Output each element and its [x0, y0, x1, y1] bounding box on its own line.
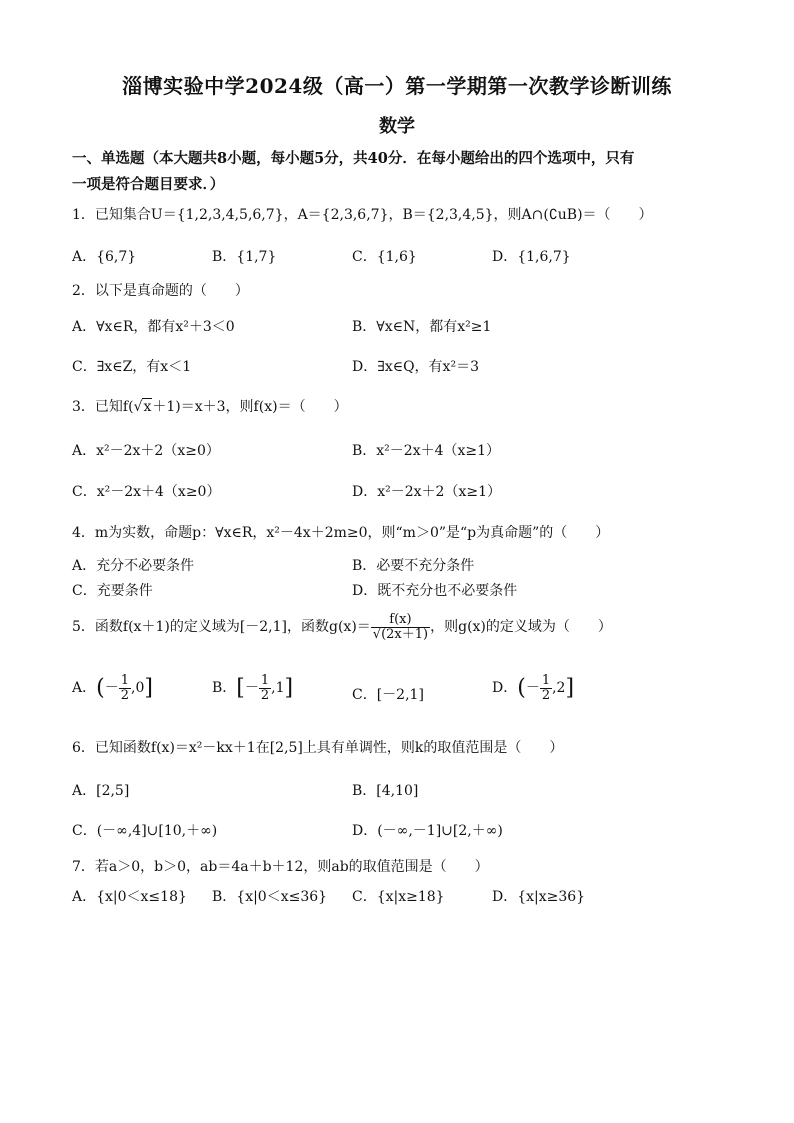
option-b-label: B． — [212, 680, 237, 697]
question-7-option-d: D．{x|x≥36} — [492, 889, 586, 905]
option-d-label: D． — [492, 680, 518, 697]
subject-heading: 数学 — [379, 116, 415, 137]
option-b-rest: ,1 — [271, 680, 285, 697]
option-b-denominator: 2 — [260, 687, 270, 703]
question-4-stem: 4．m为实数，命题p：∀x∈R，x²－4x＋2m≥0，则“m＞0”是“p为真命题”的（ ） — [72, 525, 610, 541]
question-3-option-d: D．x²－2x＋2（x≥1） — [352, 484, 501, 500]
question-7-stem: 7．若a＞0，b＞0，ab＝4a＋b＋12，则ab的取值范围是（ ） — [72, 859, 489, 875]
question-5-stem — [72, 613, 612, 641]
question-5-fraction — [371, 613, 430, 641]
question-7-option-b: B．{x|0＜x≤36} — [212, 889, 328, 905]
option-b-fraction — [259, 674, 271, 702]
question-3-option-b: B．x²－2x＋4（x≥1） — [352, 443, 501, 459]
question-2-option-b: B．∀x∈N，都有x²≥1 — [352, 319, 492, 335]
question-3-option-a: A．x²－2x＋2（x≥0） — [72, 443, 220, 459]
option-b-open-bracket: [ — [236, 675, 245, 701]
question-2-option-c: C．∃x∈Z，有x＜1 — [72, 359, 192, 375]
sqrt-sign: √ — [133, 399, 143, 415]
option-d-minus: － — [525, 680, 540, 697]
question-6-option-c: C．(－∞,4]∪[10,＋∞) — [72, 823, 218, 839]
question-6-option-d: D．(－∞,－1]∪[2,＋∞) — [352, 823, 503, 839]
question-4-option-c: C．充要条件 — [72, 583, 153, 599]
option-d-open-bracket: ( — [517, 675, 526, 701]
question-5-fraction-denominator: √(2x＋1) — [372, 626, 429, 642]
question-1-option-b: B．{1,7} — [212, 249, 277, 265]
question-5-option-d — [492, 674, 574, 702]
question-1-option-c: C．{1,6} — [352, 249, 417, 265]
question-6-stem: 6．已知函数f(x)＝x²－kx＋1在[2,5]上具有单调性，则k的取值范围是（ ） — [72, 740, 564, 756]
option-b-close-bracket: ] — [284, 675, 294, 701]
option-d-fraction — [540, 674, 552, 702]
question-3-stem-pre: 3．已知f( — [72, 399, 134, 415]
question-4-option-b: B．必要不充分条件 — [352, 558, 475, 574]
question-2-option-a: A．∀x∈R，都有x²＋3＜0 — [72, 319, 235, 335]
question-5-stem-pre: 5．函数f(x＋1)的定义域为[－2,1]，函数g(x)＝ — [72, 619, 371, 636]
option-a-close-bracket: ] — [144, 675, 153, 701]
option-a-fraction — [119, 674, 131, 702]
question-6-option-b: B．[4,10] — [352, 783, 419, 799]
option-a-denominator: 2 — [120, 687, 129, 703]
question-2-stem: 2．以下是真命题的（ ） — [72, 283, 249, 299]
question-1-option-d: D．{1,6,7} — [492, 249, 571, 265]
question-1-option-a: A．{6,7} — [72, 249, 137, 265]
exam-title: 淄博实验中学2024级（高一）第一学期第一次教学诊断训练 — [122, 74, 672, 98]
question-6-option-a: A．[2,5] — [72, 783, 130, 799]
option-d-denominator: 2 — [541, 687, 551, 703]
question-5-option-b — [212, 674, 293, 702]
question-2-option-d: D．∃x∈Q，有x²＝3 — [352, 359, 479, 375]
option-a-rest: ,0 — [131, 680, 145, 697]
option-d-numerator: 1 — [541, 673, 551, 688]
option-b-minus: － — [244, 680, 259, 697]
question-7-option-a: A．{x|0＜x≤18} — [72, 889, 187, 905]
question-3-stem-post: ＋1)＝x＋3，则f(x)＝（ ） — [152, 399, 348, 415]
option-a-minus: － — [104, 680, 119, 697]
question-3-option-c: C．x²－2x＋4（x≥0） — [72, 484, 221, 500]
question-5-option-a — [72, 674, 153, 702]
option-a-open-bracket: ( — [96, 675, 105, 701]
option-a-numerator: 1 — [120, 673, 129, 688]
option-a-label: A． — [72, 680, 97, 697]
section-heading-line-2: 一项是符合题目要求．） — [72, 176, 225, 193]
question-1-stem: 1．已知集合U＝{1,2,3,4,5,6,7}，A＝{2,3,6,7}，B＝{2,3,4,5}，则A∩(∁uB)＝（ ） — [72, 207, 653, 223]
option-d-rest: ,2 — [552, 680, 566, 697]
question-5-stem-post: ，则g(x)的定义域为（ ） — [430, 619, 612, 636]
option-d-close-bracket: ] — [565, 675, 575, 701]
question-4-option-d: D．既不充分也不必要条件 — [352, 583, 518, 599]
section-heading-line-1: 一、单选题（本大题共8小题，每小题5分，共40分．在每小题给出的四个选项中，只有 — [72, 150, 635, 167]
option-b-numerator: 1 — [260, 673, 270, 688]
question-3-radicand: x — [143, 399, 152, 415]
question-5-fraction-numerator: f(x) — [371, 613, 430, 628]
question-5-option-c: C．[－2,1] — [352, 687, 424, 703]
question-4-option-a: A．充分不必要条件 — [72, 558, 195, 574]
question-3-stem — [72, 396, 348, 416]
question-7-option-c: C．{x|x≥18} — [352, 889, 445, 905]
